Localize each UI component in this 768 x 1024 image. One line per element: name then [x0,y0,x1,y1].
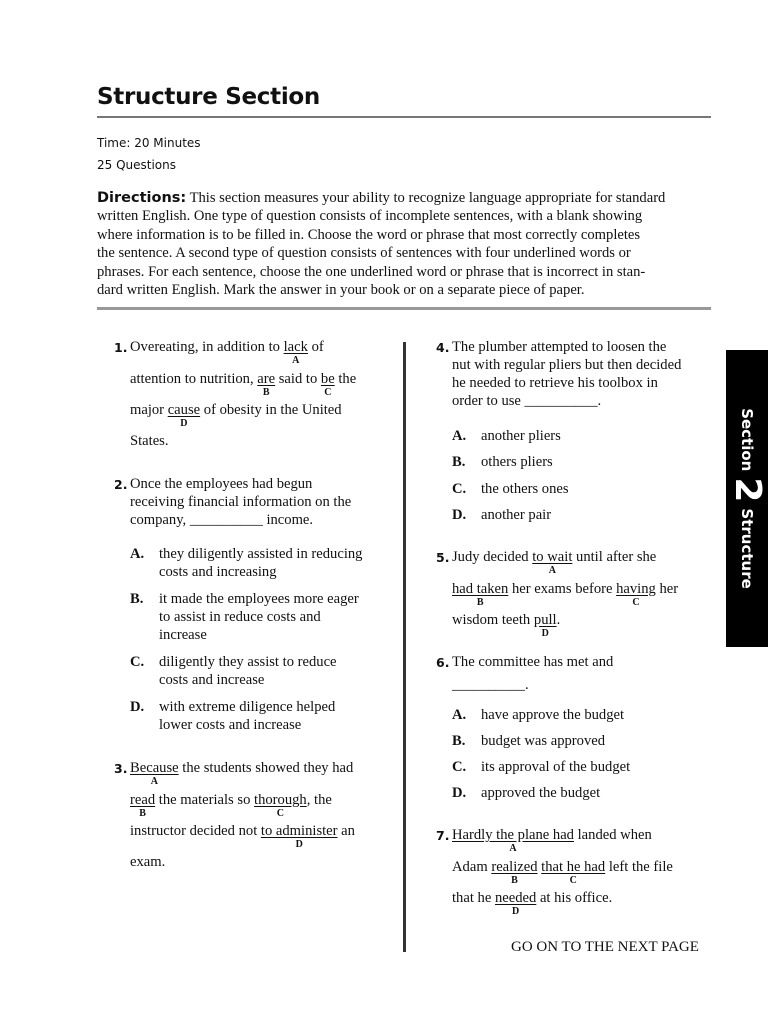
directions [97,189,709,299]
option-text: have approve the budget [481,707,625,723]
answer-marker-c: C [276,808,284,819]
answer-marker-c: C [569,875,577,886]
underlined-c [616,581,656,608]
question-number: 1. [114,340,128,355]
underlined-c [254,792,307,819]
directions-lead: Directions: [97,190,187,206]
section-side-tab [726,350,768,647]
option-text: costs and increasing [159,564,277,580]
underlined-d [494,890,537,917]
text: attention to nutrition, [130,371,258,387]
option-text: another pliers [481,428,561,444]
question-line: __________. [452,677,529,693]
question-number: 2. [114,477,128,492]
text: left the file [605,859,673,875]
question-line: Once the employees had begun [130,476,313,492]
question-line [452,549,657,576]
underlined-text: to administer [260,823,338,839]
question-line: The committee has met and [452,654,614,670]
text: wisdom teeth [452,612,534,628]
text: her [655,581,679,597]
text: of [307,339,324,355]
option-a[interactable] [452,707,692,725]
question-line: nut with regular pliers but then decided [452,357,682,373]
question-line: order to use __________. [452,393,602,409]
question-line [452,859,673,886]
text: Judy decided [452,549,533,565]
question-line [130,339,324,366]
option-text: it made the employees more eager [159,591,359,607]
text: of obesity in the United [200,402,342,418]
underlined-text: to wait [532,549,573,565]
question-line [130,371,357,398]
option-text: costs and increase [159,672,265,688]
question-2 [114,476,399,746]
answer-marker-d: D [295,839,303,850]
answer-marker-d: D [541,628,549,639]
option-text: diligently they assist to reduce [159,654,337,670]
underlined-b [452,581,509,608]
question-line: he needed to retrieve his toolbox in [452,375,658,391]
question-number: 5. [436,550,450,565]
text: her exams before [508,581,617,597]
time-limit: Time: 20 Minutes [97,136,201,150]
answer-marker-a: A [509,843,517,854]
question-line: company, __________ income. [130,512,314,528]
question-4 [436,339,721,529]
option-text: increase [159,627,207,643]
option-letter: D. [452,507,467,523]
underlined-text: be [320,371,335,387]
question-line [130,760,354,787]
answer-marker-d: D [180,418,188,429]
underlined-text: pull [533,612,557,628]
question-line: States. [130,433,169,449]
option-letter: A. [452,428,467,444]
section-rule [97,307,711,310]
text: . [556,612,561,628]
option-d[interactable] [452,507,692,525]
answer-marker-c: C [632,597,640,608]
option-text: to assist in reduce costs and [159,609,321,625]
text: landed when [573,827,652,843]
underlined-a [452,827,574,854]
question-number: 6. [436,655,450,670]
directions-line: dard written English. Mark the answer in your book or on a separate piece of paper. [97,282,585,299]
underlined-text: having [616,581,656,597]
question-7 [436,827,721,922]
underlined-c [541,859,606,886]
underlined-c [320,371,335,398]
option-letter: C. [130,654,145,670]
underlined-text: Hardly the plane had [452,827,574,843]
directions-line: phrases. For each sentence, choose the one underlined word or phrase that is incorrect in stan- [97,263,646,280]
side-tab-section: Section [738,408,756,472]
question-count: 25 Questions [97,158,177,172]
option-b[interactable] [452,733,692,751]
text: Overeating, in addition to [130,339,284,355]
question-1 [114,339,394,454]
underlined-d [533,612,557,639]
option-text: with extreme diligence helped [159,699,336,715]
option-d[interactable] [452,785,692,803]
underlined-b [130,792,156,819]
question-number: 4. [436,340,450,355]
underlined-text: thorough [254,792,307,808]
underlined-text: are [257,371,276,387]
answer-marker-a: A [150,776,158,787]
underlined-a [283,339,308,366]
directions-line: written English. One type of question consists of incomplete sentences, with a blank showing [97,208,643,225]
question-line: The plumber attempted to loosen the [452,339,667,355]
text: until after she [572,549,657,565]
text: an [337,823,355,839]
option-letter: D. [130,699,145,715]
underlined-text: read [130,792,156,808]
underlined-text: realized [491,859,538,875]
question-number: 7. [436,828,450,843]
underlined-text: lack [283,339,308,355]
option-text: they diligently assisted in reducing [159,546,363,562]
directions-line: This section measures your ability to recognize language appropriate for standard [189,190,666,206]
option-text: approved the budget [481,785,601,801]
text: the students showed they had [178,760,354,776]
option-text: lower costs and increase [159,717,302,733]
question-line [452,827,652,854]
title-rule [97,116,711,118]
page-title: Structure Section [97,84,320,110]
underlined-text: cause [167,402,201,418]
text: Adam [452,859,492,875]
option-a[interactable] [130,546,395,582]
option-c[interactable] [452,759,692,777]
underlined-text: had taken [452,581,509,597]
option-a[interactable] [452,428,692,446]
next-page-notice: GO ON TO THE NEXT PAGE [511,939,699,955]
option-letter: A. [452,707,467,723]
text: , the [306,792,332,808]
underlined-b [491,859,538,886]
text: the materials so [155,792,255,808]
option-letter: B. [452,733,466,749]
option-d[interactable] [130,699,395,735]
option-c[interactable] [130,654,395,690]
question-line [130,823,355,850]
answer-marker-a: A [292,355,300,366]
option-b[interactable] [452,454,692,472]
option-letter: C. [452,759,467,775]
option-text: another pair [481,507,552,523]
question-5 [436,549,721,644]
directions-line: where information is to be filled in. Choose the word or phrase that most correctly completes [97,226,641,243]
column-divider [403,342,406,952]
directions-line: the sentence. A second type of question consists of sentences with four underlined words or [97,245,631,262]
answer-marker-b: B [262,387,270,398]
answer-marker-b: B [511,875,518,886]
underlined-b [257,371,276,398]
text: instructor decided not [130,823,261,839]
text: at his office. [536,890,613,906]
option-text: the others ones [481,481,569,497]
question-6 [436,654,721,809]
option-letter: B. [130,591,144,607]
answer-marker-c: C [324,387,332,398]
underlined-d [260,823,338,850]
question-line [130,792,332,819]
text: that he [452,890,495,906]
answer-marker-b: B [139,808,146,819]
option-text: its approval of the budget [481,759,631,775]
option-text: budget was approved [481,733,606,749]
side-tab-label [726,350,768,647]
side-tab-name: Structure [738,508,756,589]
answer-marker-a: A [548,565,556,576]
question-line: exam. [130,854,166,870]
answer-marker-d: D [512,906,520,917]
underlined-text: Because [130,760,179,776]
underlined-text: that he had [541,859,606,875]
text: the [334,371,357,387]
underlined-text: needed [494,890,537,906]
text: said to [275,371,321,387]
underlined-a [130,760,179,787]
question-3 [114,760,394,875]
underlined-a [532,549,573,576]
question-line: receiving financial information on the [130,494,352,510]
question-number: 3. [114,761,128,776]
option-c[interactable] [452,481,692,499]
question-line [130,402,342,429]
option-letter: A. [130,546,145,562]
text: major [130,402,168,418]
option-text: others pliers [481,454,553,470]
question-line [452,581,679,608]
question-line [452,890,613,917]
option-letter: B. [452,454,466,470]
option-b[interactable] [130,591,395,645]
option-letter: C. [452,481,467,497]
underlined-d [167,402,201,429]
answer-marker-b: B [476,597,484,608]
question-line [452,612,561,639]
side-tab-number: 2 [727,477,768,503]
option-letter: D. [452,785,467,801]
